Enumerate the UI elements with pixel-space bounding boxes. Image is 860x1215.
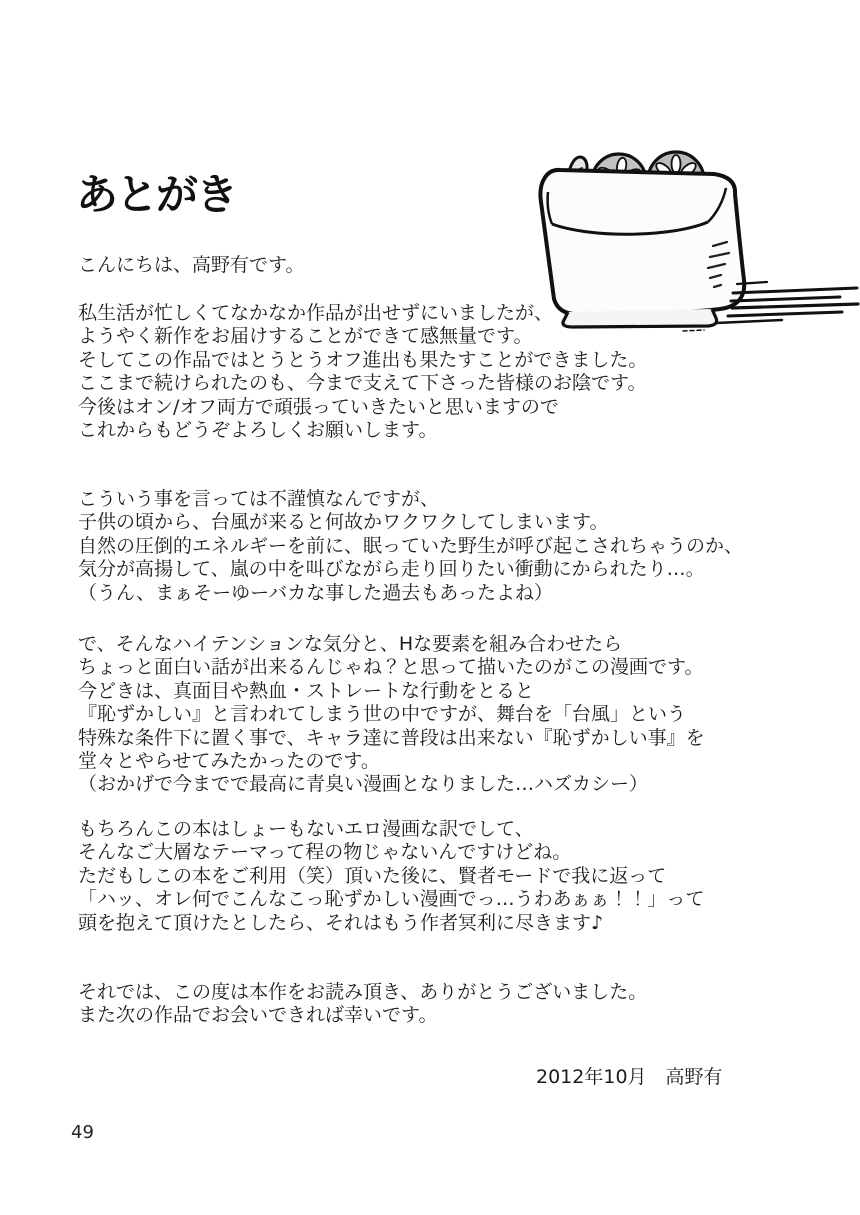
text-line: そしてこの作品ではとうとうオフ進出も果たすことができました。 [78,348,648,371]
text-line: 自然の圧倒的エネルギーを前に、眠っていた野生が呼び起こされちゃうのか、 [78,534,744,557]
signature-date: 2012年10月 高野有 [536,1066,723,1088]
text-line: ちょっと面白い話が出来るんじゃね？と思って描いたのがこの漫画です。 [78,656,704,679]
text-line: それでは、この度は本作をお読み頂き、ありがとうございました。 [78,981,648,1003]
paragraph-greeting [78,254,304,277]
paragraph-joke [78,818,704,935]
text-line: 「ハッ、オレ何でこんなこっ恥ずかしい漫画でっ…うわあぁぁ！！」って [78,888,705,911]
paragraph-typhoon [78,488,743,605]
text-line: 子供の頃から、台風が来ると何故かワクワクしてしまいます。 [78,511,609,534]
text-line: もちろんこの本はしょーもないエロ漫画な訳でして、 [78,818,534,840]
paragraph-release [78,302,647,442]
text-line: ただもしこの本をご利用（笑）頂いた後に、賢者モードで我に返って [78,864,667,887]
text-line: 堂々とやらせてみたかったのです。 [78,749,380,772]
text-line: こういう事を言っては不謹慎なんですが、 [78,488,440,510]
text-line: これからもどうぞよろしくお願いします。 [78,418,438,441]
text-line: で、そんなハイテンションな気分と、Hな要素を組み合わせたら [78,633,623,655]
text-line: （うん、まぁそーゆーバカな事した過去もあったよね） [78,581,554,604]
text-line: （おかげで今までで最高に青臭い漫画となりました…ハズカシー） [78,773,649,796]
text-line: ようやく新作をお届けすることができて感無量です。 [78,325,533,348]
text-line: 頭を抱えて頂けたとしたら、それはもう作者冥利に尽きます♪ [78,911,604,934]
text-line: 今後はオン/オフ両方で頑張っていきたいと思いますので [78,395,559,418]
text-line: こんにちは、高野有です。 [78,254,305,276]
text-line: 『恥ずかしい』と言われてしまう世の中ですが、舞台を「台風」という [78,703,687,726]
paragraph-concept [78,633,705,797]
paragraph-thanks [78,981,647,1028]
text-line: 今どきは、真面目や熱血・ストレートな行動をとると [78,679,535,702]
page-number: 49 [71,1122,94,1143]
text-line: そんなご大層なテーマって程の物じゃないんですけどね。 [78,841,572,864]
text-line: 特殊な条件下に置く事で、キャラ達に普段は出来ない『恥ずかしい事』を [78,726,705,749]
text-line: 気分が高揚して、嵐の中を叫びながら走り回りたい衝動にかられたり…。 [78,558,705,581]
text-line: ここまで続けられたのも、今まで支えて下さった皆様のお陰です。 [78,372,647,395]
text-line: また次の作品でお会いできれば幸いです。 [78,1004,438,1027]
text-line: 私生活が忙しくてなかなか作品が出せずにいましたが、 [78,302,554,324]
page-title: あとがき [76,170,237,219]
